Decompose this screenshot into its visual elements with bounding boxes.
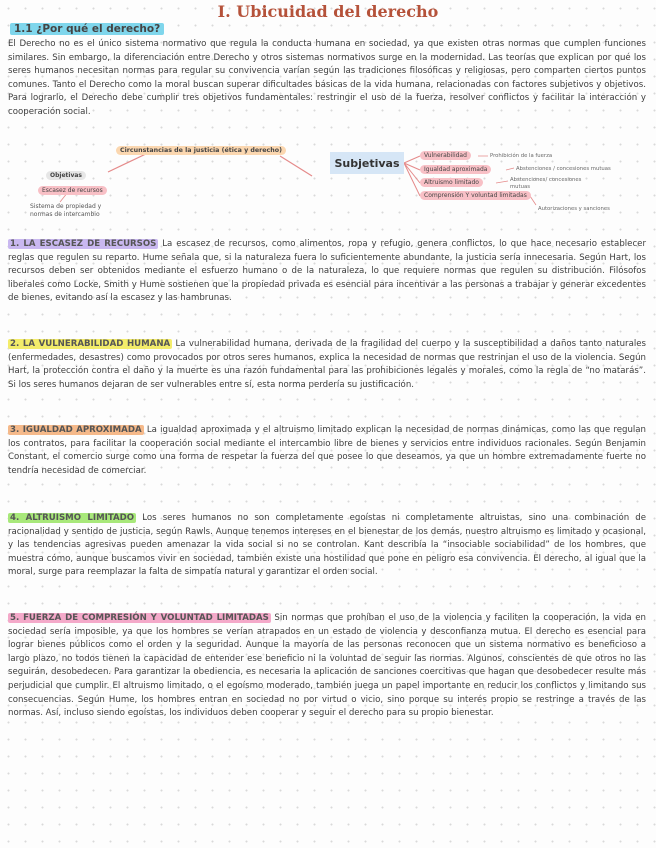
diagram-item-altruism: Altruismo limitado <box>420 178 483 187</box>
intro-paragraph: El Derecho no es el único sistema normativo que regula la conducta humana en sociedad, ya que existen otras normas que cumplen funciones similares. Sin embargo, la diferenciación entre Derecho y otros sistemas normativos surge en la modernidad. Las teorías que explican por qué los seres humanos necesitan normas para regular su convivencia varían según las tradiciones filosóficas y religiosas, pero comparten ciertos puntos comunes. Tanto el Derecho como la moral buscan superar dificultades básicas de la vida humana, relacionadas con factores subjetivos y objetivos. Para lograrlo, el Derecho debe cumplir tres objetivos fundamentales: restringir el uso de la fuerza, resolver conflictos y facilitar la interacción y cooperación social. <box>8 39 646 117</box>
section-subtitle: 1.1 ¿Por qué el derecho? <box>10 23 164 35</box>
section-heading: 2. LA VULNERABILIDAD HUMANA <box>10 339 171 349</box>
section-altruism <box>8 512 646 580</box>
section-text: La igualdad aproximada y el altruismo limitado explican la necesidad de normas dinámicas, como las que regulan los contratos, para facilitar la cooperación social mediante el intercambio libre de bienes y servicios entre individuos racionales. Según Benjamin Constant, el comercio surge como una forma de respetar la fuerza del que posee lo que deseamos, ya que un hombre extremadamente fuerte no tendría necesidad de comerciar. <box>8 425 646 476</box>
diagram-note-concessions-2: Abstenciones/ concesiones mutuas <box>510 177 582 190</box>
section-text: Los seres humanos no son completamente egoístas ni completamente altruistas, sino una combinación de racionalidad y sentido de justicia, según Rawls. Aunque tenemos intereses en el bienestar de los demás, nuestro altruismo es limitado y ocasional, y las tendencias agresivas pueden amenazar la vida social si no se controlan. Kant describía la “insociable sociabilidad” de los hombres, que muestra cómo, aunque buscamos vivir en sociedad, también existe una hostilidad que pone en peligro esa convivencia. El derecho, al igual que la moral, surge para reemplazar la falta de simpatía natural y garantizar el orden social. <box>8 513 647 578</box>
section-text: La escasez de recursos, como alimentos, ropa y refugio, genera conflictos, lo que hace necesario establecer reglas que regulen su reparto. Hume señala que, si la naturaleza fuera lo suficientemente abundante, la justicia sería innecesaria. Según Hart, los recursos deben ser obtenidos mediante el esfuerzo humano o de la naturaleza, lo que requiere normas que regulen su distribución. Filósofos liberales como Locke, Smith y Hume sostienen que la propiedad privada es esencial para incentivar a las personas a trabajar y generar excedentes de bienes, evitando así la escasez y las hambrunas. <box>8 239 646 304</box>
section-equality <box>8 424 646 478</box>
diagram-scarcity-label: Escasez de recursos <box>38 186 107 195</box>
diagram-note-concessions-1: Abstenciones / concesiones mutuas <box>516 166 611 172</box>
diagram-note-force: Prohibición de la fuerza <box>490 153 553 159</box>
diagram-system-label: Sistema de propiedad y normas de intercambio <box>30 203 102 218</box>
section-heading: 1. LA ESCASEZ DE RECURSOS <box>10 239 157 249</box>
section-vulnerability <box>8 338 646 392</box>
section-compression <box>8 612 646 721</box>
diagram-item-vulnerability: Vulnerabilidad <box>420 151 471 160</box>
section-heading: 3. IGUALDAD APROXIMADA <box>10 425 142 435</box>
section-heading: 4. ALTRUISMO LIMITADO <box>10 513 135 523</box>
section-text: La vulnerabilidad humana, derivada de la fragilidad del cuerpo y la susceptibilidad a daños tanto naturales (enfermedades, desastres) como provocados por otros seres humanos, explica la necesidad de normas que restrinjan el uso de la violencia. Según Hart, la protección contra el daño y la muerte es una razón fundamental para las prohibiciones legales y morales, como la regla de “no matarás”. Si los seres humanos dejaran de ser vulnerables entre sí, esta norma perdería su justificación. <box>8 339 646 390</box>
diagram-subjective-box: Subjetivas <box>330 152 404 174</box>
diagram-item-equality: Igualdad aproximada <box>420 165 491 174</box>
diagram-objective-label: Objetivas <box>46 171 86 180</box>
diagram-note-sanctions: Autorizaciones y sanciones <box>538 206 610 212</box>
section-scarcity <box>8 238 646 306</box>
page-title: I. Ubicuidad del derecho <box>217 2 439 21</box>
diagram-item-comprehension: Comprensión Y voluntad limitadas <box>420 191 531 200</box>
diagram-connectors <box>0 0 656 230</box>
diagram-center-label: Circunstancias de la justicia (ética y derecho) <box>116 146 286 155</box>
section-heading: 5. FUERZA DE COMPRESIÓN Y VOLUNTAD LIMITADAS <box>10 613 269 623</box>
section-text: Sin normas que prohíban el uso de la violencia y faciliten la cooperación, la vida en sociedad sería imposible, ya que los hombres se verían atrapados en un estado de violencia y desconfianza mutua. El derecho es esencial para lograr bienes públicos como el orden y la seguridad. Aunque la mayoría de las personas reconocen que un sistema normativo es beneficioso a largo plazo, no todos tienen la capacidad de entender ese beneficio ni la voluntad de seguir las normas. Algunos, conscientes de que otros no las seguirán, desobedecen. Para garantizar la obediencia, es necesaria la aplicación de sanciones coercitivas que hagan que desobedecer resulte más perjudicial que cumplir. El altruismo limitado, o el egoísmo moderado, también juega un papel importante en reducir los conflictos y limitando sus consecuencias. Según Hume, los hombres entran en sociedad no por virtud o vicio, sino porque su interés propio se restringe a través de las normas. Así, incluso siendo egoístas, los individuos deben cooperar y seguir el derecho para su propio bienestar. <box>8 613 646 719</box>
